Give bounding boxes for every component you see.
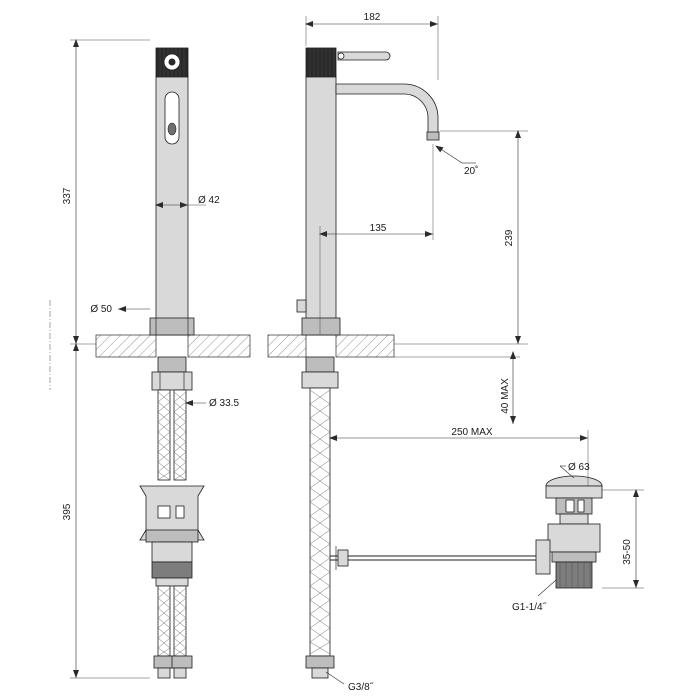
base-flange-left <box>150 318 194 335</box>
dim-leader-g38 <box>326 672 344 684</box>
hose-tip-b-left <box>174 668 186 678</box>
popup-waste-assembly <box>536 476 602 588</box>
waste-thread <box>556 562 592 588</box>
linkage-clevis <box>338 550 348 566</box>
lever-handle-right <box>338 52 390 60</box>
dim-337: 337 <box>62 187 73 205</box>
valve-base-left <box>146 530 198 542</box>
waste-body <box>548 524 600 552</box>
dim-239: 239 <box>504 229 515 247</box>
dim-135: 135 <box>369 223 387 234</box>
dim-g38: G3/8˝ <box>348 682 374 693</box>
valve-thread-left <box>152 562 192 578</box>
side-tab-right <box>297 300 306 312</box>
waste-lock-nut <box>552 552 596 562</box>
dim-182: 182 <box>363 12 381 23</box>
dim-40max: 40 MAX <box>500 378 511 414</box>
dim-20deg: 20˚ <box>464 166 479 177</box>
aerator-left <box>168 123 176 135</box>
dim-250max: 250 MAX <box>451 427 493 438</box>
waste-seat <box>566 500 574 512</box>
left-elevation-view <box>96 48 250 678</box>
knurled-handle-right <box>306 48 336 77</box>
handle-hub-center-left <box>169 59 176 66</box>
valve-stem-left <box>152 542 192 562</box>
dim-d335: Ø 33.5 <box>209 398 240 409</box>
aerator-right <box>427 132 439 140</box>
valve-port-b-left <box>176 506 184 518</box>
hose-tip-right <box>312 668 328 678</box>
valve-outlet-left <box>156 578 188 586</box>
dim-leader-g114 <box>538 580 556 596</box>
counter-slab-right <box>268 335 394 357</box>
dim-d42: Ø 42 <box>198 195 220 206</box>
dim-leader-20deg <box>436 146 462 163</box>
braided-hose-lower-left <box>158 586 186 656</box>
base-flange-right <box>302 318 340 335</box>
dim-g114: G1-1/4˝ <box>512 602 546 613</box>
hose-tip-a-left <box>158 668 170 678</box>
shank-collar-right <box>306 357 334 372</box>
hose-end-a-left <box>154 656 174 668</box>
counter-slab-left <box>96 335 250 357</box>
dim-d50: Ø 50 <box>90 304 112 315</box>
dim-395: 395 <box>62 503 73 521</box>
shank-collar-left <box>158 357 186 372</box>
hose-end-b-left <box>172 656 192 668</box>
hose-end-right <box>306 656 334 668</box>
left-view-dimensions <box>50 40 239 678</box>
spout-end-outline-left <box>165 92 179 144</box>
fixing-nut-left <box>152 372 192 390</box>
braided-hose-right <box>310 388 330 656</box>
fixing-nut-right <box>302 372 338 388</box>
waste-cap <box>546 476 602 486</box>
dim-3550: 35-50 <box>622 539 633 565</box>
waste-nut <box>560 514 588 524</box>
dim-d63: Ø 63 <box>568 462 590 473</box>
waste-side-inlet <box>536 540 550 574</box>
waste-cap-rim <box>546 486 602 498</box>
lever-pivot-right <box>338 53 344 59</box>
body-column-right <box>306 76 336 335</box>
spout-right <box>336 84 438 138</box>
braided-hose-left <box>158 390 186 480</box>
waste-seat-2 <box>578 500 584 512</box>
waste-linkage <box>330 546 540 570</box>
valve-port-a-left <box>158 506 170 518</box>
